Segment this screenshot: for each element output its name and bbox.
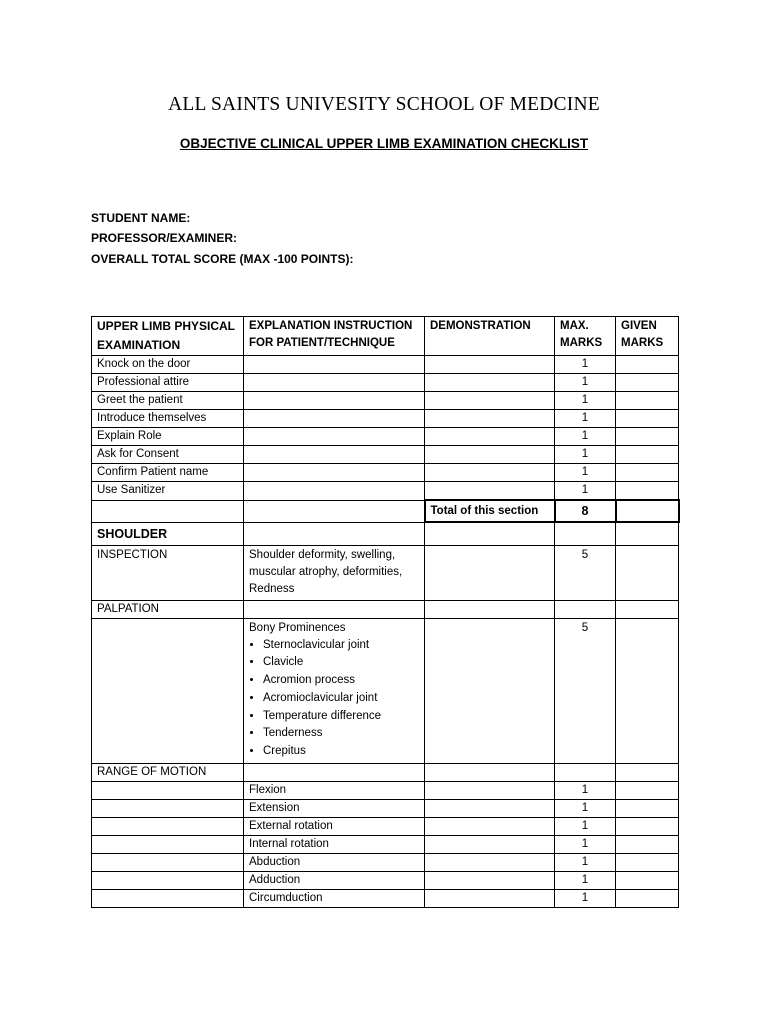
demonstration-cell [425, 464, 555, 482]
student-name-field: STUDENT NAME: [91, 211, 191, 225]
explanation-cell [244, 464, 425, 482]
table-row [92, 392, 679, 410]
list-item: • Acromion process [263, 672, 419, 690]
explanation-cell [244, 392, 425, 410]
header-explanation: EXPLANATION INSTRUCTION FOR PATIENT/TECHNIQUE [244, 317, 425, 356]
empty-cell [425, 522, 555, 545]
table-row [92, 818, 679, 836]
motion-label: Adduction [244, 872, 425, 890]
given-marks-cell[interactable] [616, 482, 679, 501]
checklist-table [91, 316, 680, 908]
max-marks-cell: 1 [555, 782, 616, 800]
max-marks-cell: 1 [555, 374, 616, 392]
table-row [92, 800, 679, 818]
given-marks-cell[interactable] [616, 618, 679, 764]
demonstration-cell [425, 854, 555, 872]
palpation-bullet-list [249, 637, 419, 762]
given-marks-cell[interactable] [616, 890, 679, 908]
list-item: • Temperature difference [263, 708, 419, 726]
item-label: Confirm Patient name [92, 464, 244, 482]
given-marks-cell[interactable] [616, 782, 679, 800]
palpation-explanation [244, 618, 425, 764]
given-marks-cell[interactable] [616, 446, 679, 464]
header-row [92, 317, 679, 356]
empty-cell [92, 618, 244, 764]
empty-cell [555, 522, 616, 545]
demonstration-cell [425, 428, 555, 446]
empty-cell [425, 600, 555, 618]
max-marks-cell: 5 [555, 545, 616, 600]
shoulder-heading-row [92, 522, 679, 545]
explanation-cell [244, 410, 425, 428]
range-of-motion-label: RANGE OF MOTION [92, 764, 244, 782]
given-marks-cell[interactable] [616, 818, 679, 836]
max-marks-cell: 1 [555, 818, 616, 836]
given-marks-cell[interactable] [616, 854, 679, 872]
palpation-intro: Bony Prominences [249, 621, 346, 634]
shoulder-heading: SHOULDER [92, 522, 244, 545]
empty-cell [92, 854, 244, 872]
given-marks-cell[interactable] [616, 800, 679, 818]
given-marks-cell[interactable] [616, 374, 679, 392]
explanation-cell [244, 428, 425, 446]
section-total-value: 8 [555, 500, 616, 522]
demonstration-cell [425, 356, 555, 374]
empty-cell[interactable] [616, 522, 679, 545]
table-row [92, 428, 679, 446]
document-title: ALL SAINTS UNIVESITY SCHOOL OF MEDCINE [168, 94, 600, 115]
given-marks-cell[interactable] [616, 410, 679, 428]
max-marks-cell: 1 [555, 872, 616, 890]
demonstration-cell [425, 872, 555, 890]
header-exam: UPPER LIMB PHYSICAL EXAMINATION [92, 317, 244, 356]
empty-cell [92, 800, 244, 818]
table-row [92, 446, 679, 464]
demonstration-cell [425, 446, 555, 464]
list-item: • Sternoclavicular joint [263, 637, 419, 655]
given-marks-cell[interactable] [616, 392, 679, 410]
given-marks-cell[interactable] [616, 356, 679, 374]
table-row [92, 854, 679, 872]
table-row [92, 836, 679, 854]
motion-label: Circumduction [244, 890, 425, 908]
header-max-marks: MAX. MARKS [555, 317, 616, 356]
max-marks-cell: 1 [555, 464, 616, 482]
demonstration-cell [425, 800, 555, 818]
empty-cell[interactable] [616, 600, 679, 618]
overall-score-field: OVERALL TOTAL SCORE (MAX -100 POINTS): [91, 252, 354, 266]
header-given-marks: GIVEN MARKS [616, 317, 679, 356]
table-row [92, 482, 679, 501]
section-total-label: Total of this section [425, 500, 555, 522]
palpation-row [92, 618, 679, 764]
empty-cell [92, 836, 244, 854]
demonstration-cell [425, 392, 555, 410]
empty-cell [244, 600, 425, 618]
max-marks-cell: 1 [555, 356, 616, 374]
empty-cell [92, 782, 244, 800]
item-label: Use Sanitizer [92, 482, 244, 501]
empty-cell [92, 818, 244, 836]
list-item: • Tenderness [263, 725, 419, 743]
range-of-motion-label-row [92, 764, 679, 782]
max-marks-cell: 1 [555, 392, 616, 410]
table-row [92, 872, 679, 890]
table-row [92, 782, 679, 800]
section-total-given[interactable] [616, 500, 679, 522]
explanation-cell [244, 446, 425, 464]
motion-label: Internal rotation [244, 836, 425, 854]
demonstration-cell [425, 782, 555, 800]
explanation-cell [244, 482, 425, 501]
motion-label: External rotation [244, 818, 425, 836]
demonstration-cell [425, 482, 555, 501]
empty-cell [244, 764, 425, 782]
max-marks-cell: 5 [555, 618, 616, 764]
empty-cell [92, 890, 244, 908]
empty-cell [555, 764, 616, 782]
list-item: • Clavicle [263, 654, 419, 672]
demonstration-cell [425, 545, 555, 600]
max-marks-cell: 1 [555, 800, 616, 818]
demonstration-cell [425, 618, 555, 764]
empty-cell [555, 600, 616, 618]
max-marks-cell: 1 [555, 446, 616, 464]
given-marks-cell[interactable] [616, 545, 679, 600]
given-marks-cell[interactable] [616, 872, 679, 890]
explanation-cell [244, 374, 425, 392]
document-subtitle: OBJECTIVE CLINICAL UPPER LIMB EXAMINATION CHECKLIST [179, 136, 589, 151]
item-label: Explain Role [92, 428, 244, 446]
item-label: Professional attire [92, 374, 244, 392]
demonstration-cell [425, 818, 555, 836]
table-row [92, 374, 679, 392]
empty-cell [244, 522, 425, 545]
empty-cell[interactable] [616, 764, 679, 782]
max-marks-cell: 1 [555, 854, 616, 872]
header-demonstration: DEMONSTRATION [425, 317, 555, 356]
empty-cell [244, 500, 425, 522]
demonstration-cell [425, 410, 555, 428]
demonstration-cell [425, 890, 555, 908]
max-marks-cell: 1 [555, 890, 616, 908]
inspection-row [92, 545, 679, 600]
motion-label: Flexion [244, 782, 425, 800]
empty-cell [92, 500, 244, 522]
motion-label: Extension [244, 800, 425, 818]
table-row [92, 464, 679, 482]
inspection-explanation: Shoulder deformity, swelling, muscular atrophy, deformities, Redness [244, 545, 425, 600]
item-label: Ask for Consent [92, 446, 244, 464]
max-marks-cell: 1 [555, 428, 616, 446]
max-marks-cell: 1 [555, 482, 616, 501]
item-label: Introduce themselves [92, 410, 244, 428]
given-marks-cell[interactable] [616, 464, 679, 482]
item-label: Greet the patient [92, 392, 244, 410]
max-marks-cell: 1 [555, 410, 616, 428]
given-marks-cell[interactable] [616, 428, 679, 446]
motion-label: Abduction [244, 854, 425, 872]
section-total-row [92, 500, 679, 522]
palpation-label: PALPATION [92, 600, 244, 618]
list-item: • Crepitus [263, 743, 419, 761]
table-row [92, 356, 679, 374]
empty-cell [425, 764, 555, 782]
empty-cell [92, 872, 244, 890]
given-marks-cell[interactable] [616, 836, 679, 854]
table-row [92, 890, 679, 908]
item-label: Knock on the door [92, 356, 244, 374]
palpation-label-row [92, 600, 679, 618]
explanation-cell [244, 356, 425, 374]
inspection-label: INSPECTION [92, 545, 244, 600]
list-item: • Acromioclavicular joint [263, 690, 419, 708]
examiner-field: PROFESSOR/EXAMINER: [91, 231, 238, 245]
table-row [92, 410, 679, 428]
max-marks-cell: 1 [555, 836, 616, 854]
demonstration-cell [425, 836, 555, 854]
demonstration-cell [425, 374, 555, 392]
